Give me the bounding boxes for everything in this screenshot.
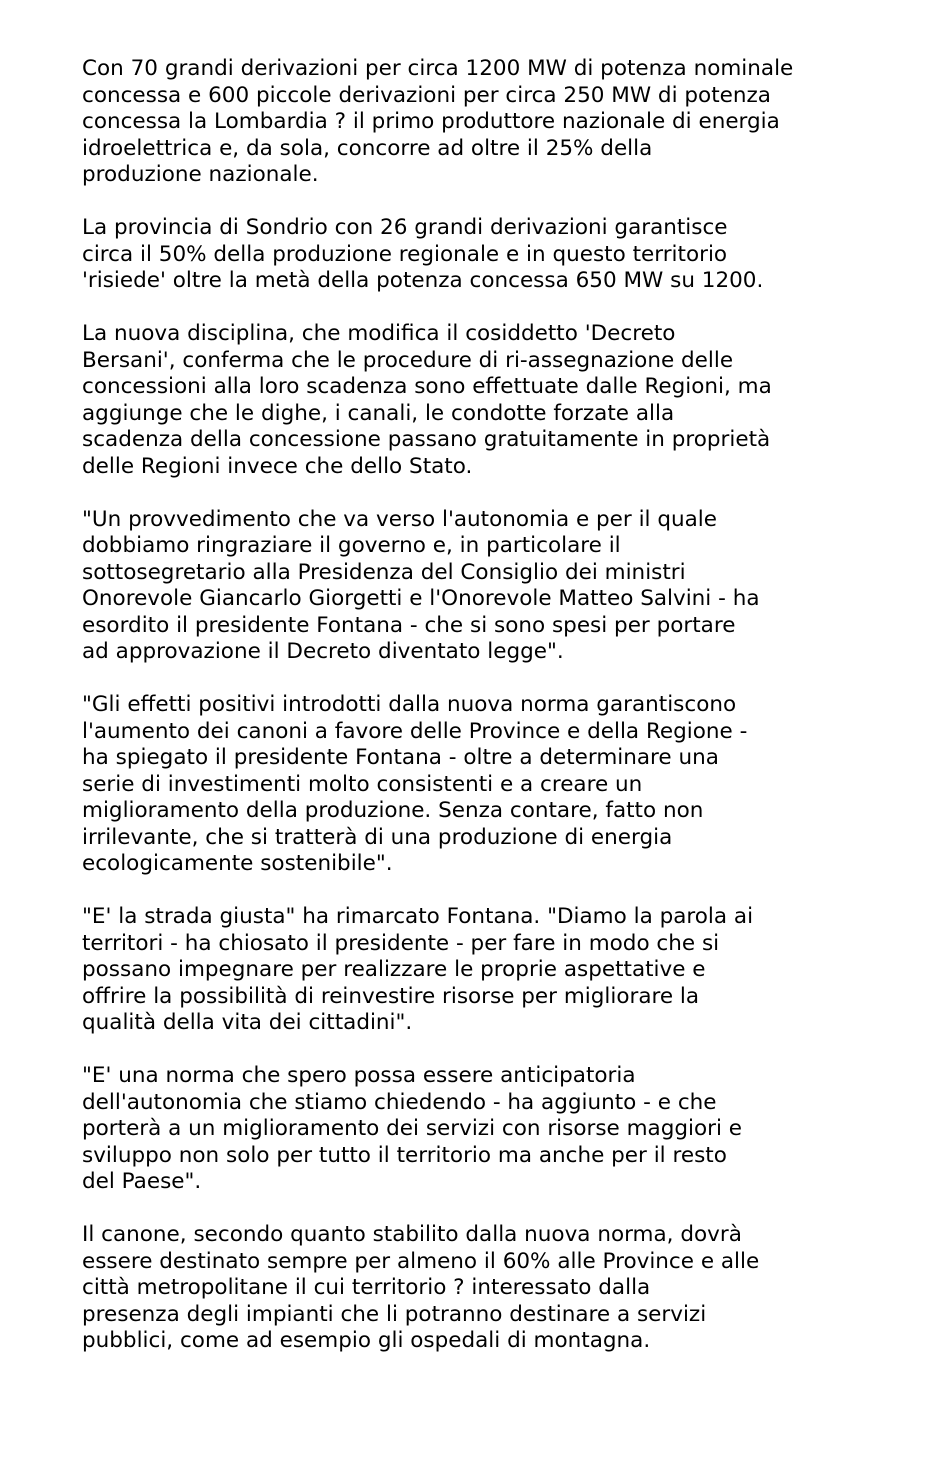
text-line: del Paese".: [82, 1169, 202, 1194]
document-body: [82, 56, 872, 1381]
text-line: "E' una norma che spero possa essere anticipatoria: [82, 1063, 636, 1088]
paragraph-2: [82, 215, 872, 295]
text-line: dell'autonomia che stiamo chiedendo - ha aggiunto - e che: [82, 1089, 717, 1115]
text-line: idroelettrica e, da sola, concorre ad oltre il 25% della: [82, 135, 653, 161]
text-line: pubblici, come ad esempio gli ospedali di montagna.: [82, 1328, 651, 1353]
text-line: città metropolitane il cui territorio ? interessato dalla: [82, 1275, 651, 1300]
text-line: possano impegnare per realizzare le proprie aspettative e: [82, 957, 706, 982]
text-line: "E' la strada giusta" ha rimarcato Fontana. "Diamo la parola ai: [82, 904, 754, 929]
paragraph-4: [82, 507, 872, 666]
text-line: territori - ha chiosato il presidente - per fare in modo che si: [82, 930, 720, 956]
text-line: ecologicamente sostenibile".: [82, 851, 393, 876]
text-line: ad approvazione il Decreto diventato legge".: [82, 639, 564, 664]
text-line: presenza degli impianti che li potranno destinare a servizi: [82, 1301, 707, 1327]
text-line: La nuova disciplina, che modifica il cosiddetto 'Decreto: [82, 321, 676, 346]
text-line: "Un provvedimento che va verso l'autonomia e per il quale: [82, 506, 718, 532]
text-line: scadenza della concessione passano gratuitamente in proprietà: [82, 427, 771, 452]
text-line: Con 70 grandi derivazioni per circa 1200 MW di potenza nominale: [82, 56, 794, 81]
paragraph-5: [82, 692, 872, 878]
text-line: Il canone, secondo quanto stabilito dalla nuova norma, dovrà: [82, 1222, 742, 1247]
paragraph-1: [82, 56, 872, 189]
text-line: La provincia di Sondrio con 26 grandi derivazioni garantisce: [82, 215, 728, 240]
text-line: Onorevole Giancarlo Giorgetti e l'Onorevole Matteo Salvini - ha: [82, 586, 760, 611]
text-line: concessa e 600 piccole derivazioni per circa 250 MW di potenza: [82, 82, 771, 108]
text-line: "Gli effetti positivi introdotti dalla nuova norma garantiscono: [82, 692, 737, 717]
text-line: 'risiede' oltre la metà della potenza concessa 650 MW su 1200.: [82, 268, 764, 293]
text-line: circa il 50% della produzione regionale e in questo territorio: [82, 241, 728, 267]
text-line: Bersani', conferma che le procedure di ri-assegnazione delle: [82, 347, 734, 373]
text-line: offrire la possibilità di reinvestire risorse per migliorare la: [82, 983, 700, 1009]
text-line: essere destinato sempre per almeno il 60% alle Province e alle: [82, 1248, 760, 1274]
text-line: dobbiamo ringraziare il governo e, in particolare il: [82, 533, 621, 558]
paragraph-6: [82, 904, 872, 1037]
text-line: porterà a un miglioramento dei servizi con risorse maggiori e: [82, 1116, 743, 1141]
text-line: sottosegretario alla Presidenza del Consiglio dei ministri: [82, 559, 686, 585]
text-line: irrilevante, che si tratterà di una produzione di energia: [82, 824, 673, 850]
text-line: aggiunge che le dighe, i canali, le condotte forzate alla: [82, 400, 675, 426]
text-line: serie di investimenti molto consistenti e a creare un: [82, 771, 643, 797]
text-line: delle Regioni invece che dello Stato.: [82, 453, 473, 479]
text-line: l'aumento dei canoni a favore delle Province e della Regione -: [82, 718, 748, 744]
text-line: concessa la Lombardia ? il primo produttore nazionale di energia: [82, 109, 780, 134]
paragraph-3: [82, 321, 872, 480]
paragraph-7: [82, 1063, 872, 1196]
text-line: concessioni alla loro scadenza sono effettuate dalle Regioni, ma: [82, 374, 772, 399]
paragraph-8: [82, 1222, 872, 1355]
text-line: sviluppo non solo per tutto il territorio ma anche per il resto: [82, 1142, 727, 1168]
text-line: esordito il presidente Fontana - che si sono spesi per portare: [82, 612, 736, 638]
text-line: miglioramento della produzione. Senza contare, fatto non: [82, 798, 704, 823]
text-line: qualità della vita dei cittadini".: [82, 1010, 413, 1035]
text-line: produzione nazionale.: [82, 162, 319, 187]
text-line: ha spiegato il presidente Fontana - oltre a determinare una: [82, 745, 719, 770]
